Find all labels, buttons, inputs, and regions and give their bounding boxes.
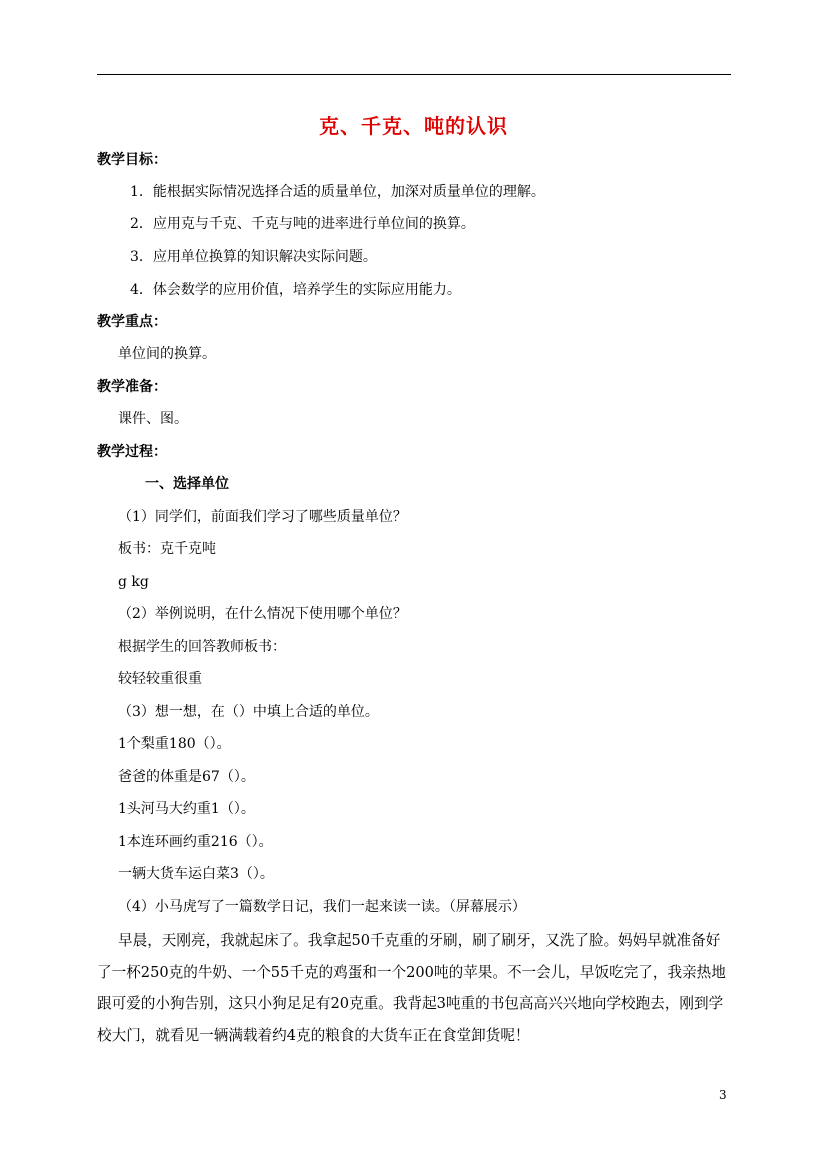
process-line: 爸爸的体重是67（）。 — [118, 769, 255, 785]
process-line: （3）想一想，在（）中填上合适的单位。 — [118, 704, 379, 720]
goal-item: 1．能根据实际情况选择合适的质量单位，加深对质量单位的理解。 — [130, 184, 545, 200]
process-line: 1个梨重180（）。 — [118, 736, 231, 752]
process-line: （4）小马虎写了一篇数学日记，我们一起来读一读。（屏幕展示） — [118, 899, 526, 915]
process-line: 较轻较重很重 — [118, 671, 202, 687]
process-line: g kg — [118, 574, 149, 590]
process-line: 板书：克千克吨 — [118, 541, 216, 557]
heading-goals: 教学目标： — [97, 152, 167, 168]
goal-item: 3．应用单位换算的知识解决实际问题。 — [130, 249, 377, 265]
heading-key-points: 教学重点： — [97, 314, 167, 330]
process-line: 一辆大货车运白菜3（）。 — [118, 866, 274, 882]
heading-process: 教学过程： — [97, 444, 167, 460]
process-line: 1本连环画约重216（）。 — [118, 834, 273, 850]
preparation-text: 课件、图。 — [118, 411, 188, 427]
process-line: 根据学生的回答教师板书： — [118, 639, 286, 655]
page-number: 3 — [719, 1088, 727, 1102]
header-rule — [97, 74, 731, 75]
diary-paragraph: 早晨，天刚亮，我就起床了。我拿起50千克重的牙刷，刷了刷牙，又洗了脸。妈妈早就准备好了一杯250克的牛奶、一个55千克的鸡蛋和一个200吨的苹果。不一会儿，早饭吃完了，我亲热地跟可爱的小狗告别，这只小狗足足有20克重。我背起3吨重的书包高高兴兴地向学校跑去，刚到学校大门，就看见一辆满载着约4克的粮食的大货车正在食堂卸货呢！ — [97, 932, 726, 1044]
key-points-text: 单位间的换算。 — [118, 346, 216, 362]
goal-item: 4．体会数学的应用价值，培养学生的实际应用能力。 — [130, 282, 461, 298]
document-title: 克、千克、吨的认识 — [319, 114, 508, 138]
section-title: 一、选择单位 — [145, 476, 229, 492]
process-line: （2）举例说明，在什么情况下使用哪个单位？ — [118, 606, 407, 622]
heading-preparation: 教学准备： — [97, 379, 167, 395]
goal-item: 2．应用克与千克、千克与吨的进率进行单位间的换算。 — [130, 216, 475, 232]
process-line: 1头河马大约重1（）。 — [118, 801, 255, 817]
process-line: （1）同学们，前面我们学习了哪些质量单位？ — [118, 509, 407, 525]
